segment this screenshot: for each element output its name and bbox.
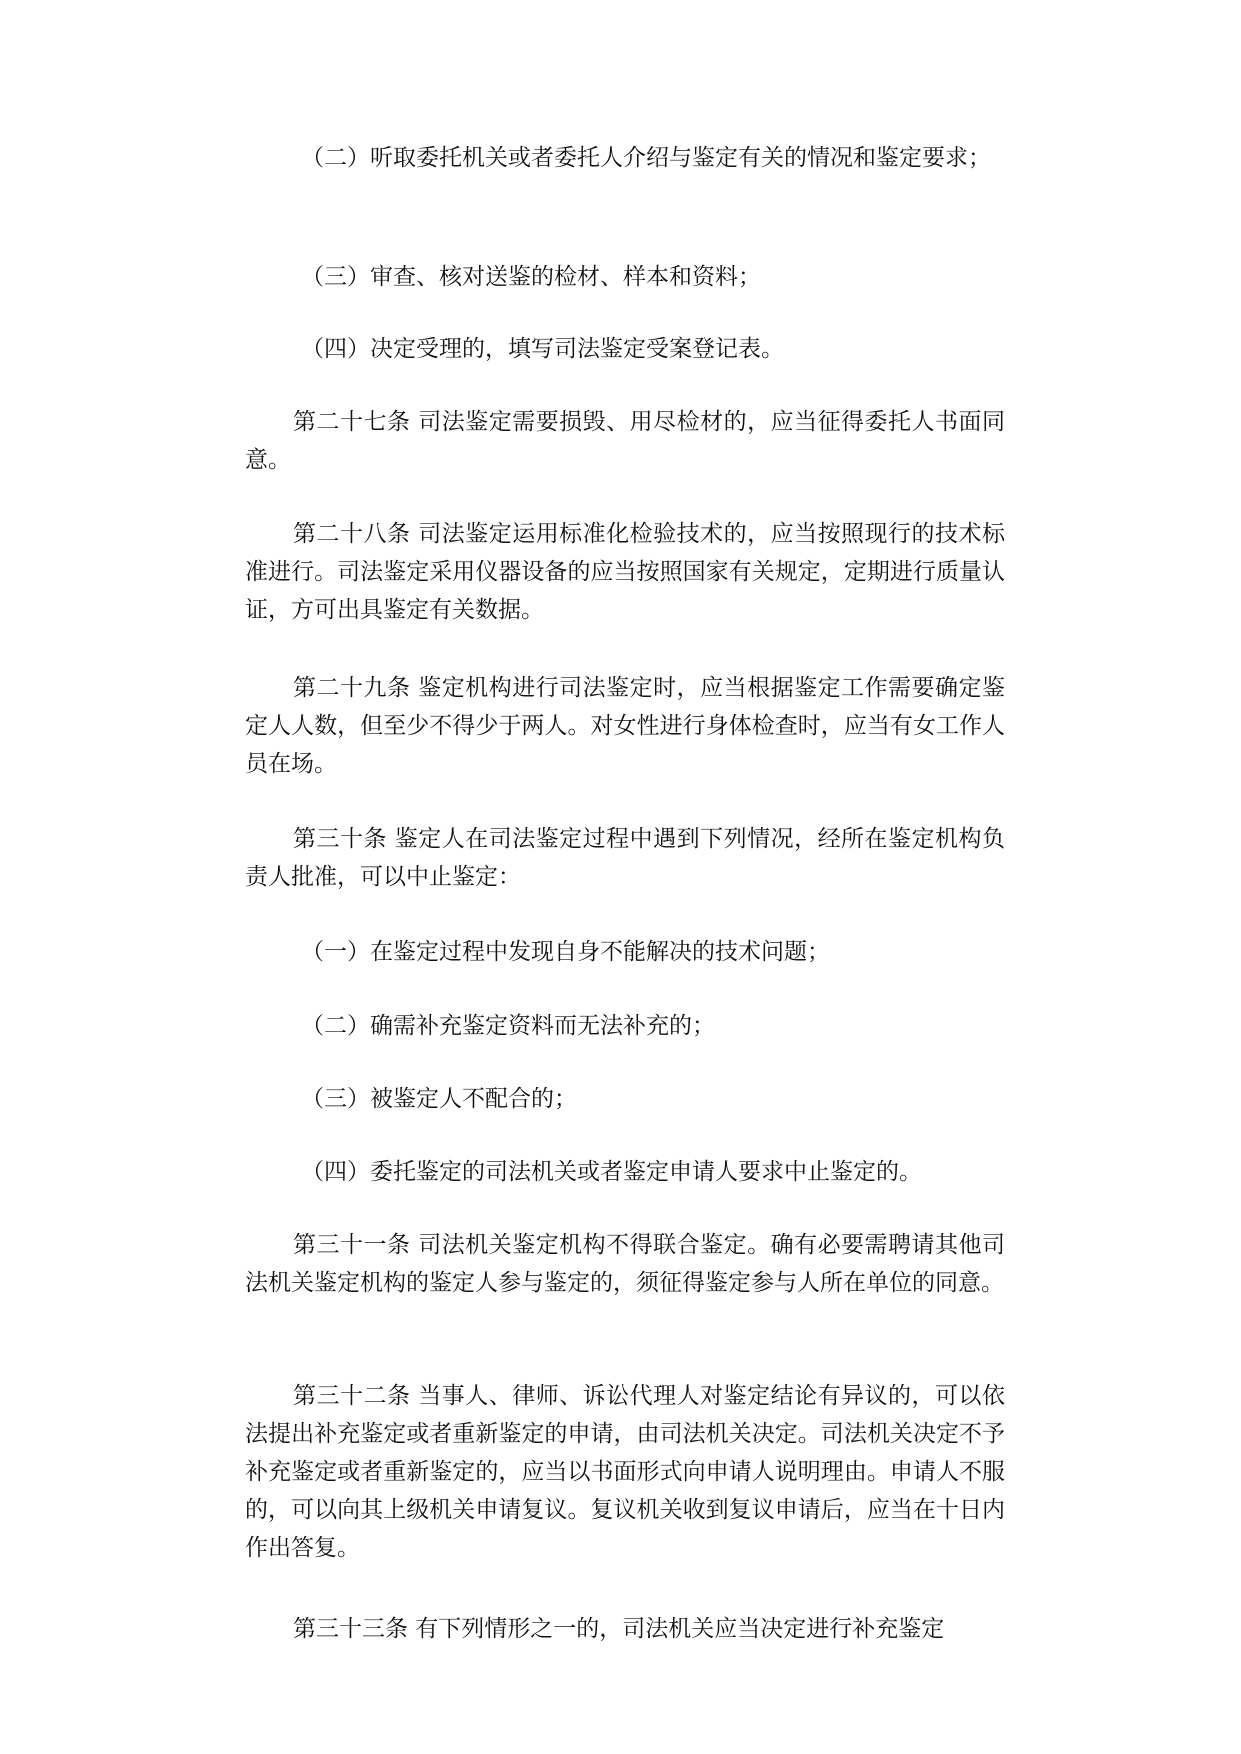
paragraph-article-33: 第三十三条 有下列情形之一的，司法机关应当决定进行补充鉴定 bbox=[293, 1616, 945, 1642]
paragraph-article-30-item-2: （二）确需补充鉴定资料而无法补充的； bbox=[301, 1013, 715, 1039]
paragraph-article-29: 第二十九条 鉴定机构进行司法鉴定时，应当根据鉴定工作需要确定鉴定人人数，但至少不得少于两人。对女性进行身体检查时，应当有女工作人员在场。 bbox=[245, 675, 1005, 777]
paragraph-item-3-review: （三）审查、核对送鉴的检材、样本和资料； bbox=[301, 264, 761, 290]
paragraph-article-30-item-3: （三）被鉴定人不配合的； bbox=[301, 1086, 577, 1112]
paragraph-article-31: 第三十一条 司法机关鉴定机构不得联合鉴定。确有必要需聘请其他司法机关鉴定机构的鉴定人参与鉴定的，须征得鉴定参与人所在单位的同意。 bbox=[245, 1232, 1005, 1296]
paragraph-article-27: 第二十七条 司法鉴定需要损毁、用尽检材的，应当征得委托人书面同意。 bbox=[245, 409, 1005, 473]
paragraph-article-30: 第三十条 鉴定人在司法鉴定过程中遇到下列情况，经所在鉴定机构负责人批准，可以中止鉴定： bbox=[245, 826, 1005, 890]
paragraph-article-30-item-1: （一）在鉴定过程中发现自身不能解决的技术问题； bbox=[301, 939, 830, 965]
paragraph-article-30-item-4: （四）委托鉴定的司法机关或者鉴定申请人要求中止鉴定的。 bbox=[301, 1159, 922, 1185]
paragraph-item-4-register: （四）决定受理的，填写司法鉴定受案登记表。 bbox=[301, 336, 784, 362]
paragraph-article-32: 第三十二条 当事人、律师、诉讼代理人对鉴定结论有异议的，可以依法提出补充鉴定或者重新鉴定的申请，由司法机关决定。司法机关决定不予补充鉴定或者重新鉴定的，应当以书面形式向申请人说明理由。申请人不服的，可以向其上级机关申请复议。复议机关收到复议申请后，应当在十日内作出答复。 bbox=[245, 1383, 1005, 1561]
paragraph-item-2-intro: （二）听取委托机关或者委托人介绍与鉴定有关的情况和鉴定要求； bbox=[301, 145, 991, 171]
paragraph-article-28: 第二十八条 司法鉴定运用标准化检验技术的，应当按照现行的技术标准进行。司法鉴定采用仪器设备的应当按照国家有关规定，定期进行质量认证，方可出具鉴定有关数据。 bbox=[245, 521, 1005, 623]
